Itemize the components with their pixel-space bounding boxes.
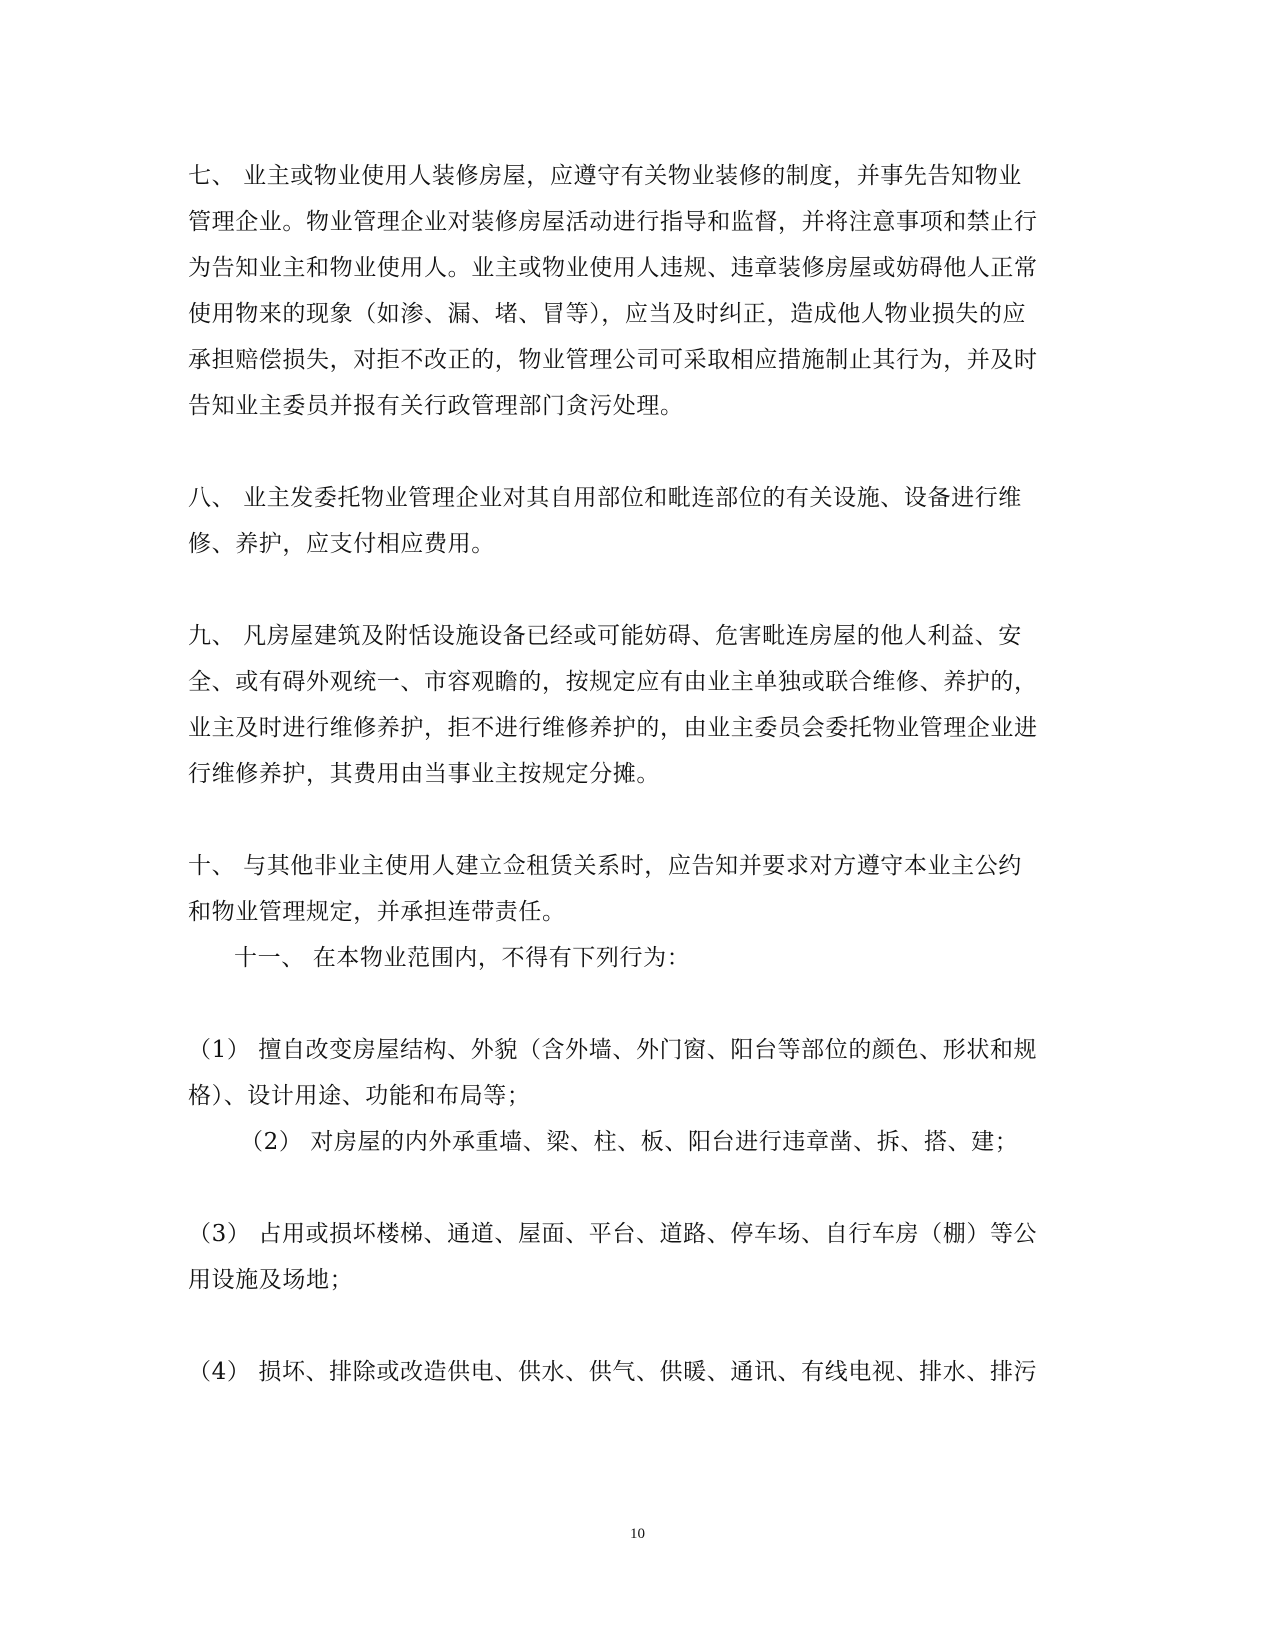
- text-line: （3） 占用或损坏楼梯、通道、屋面、平台、道路、停车场、自行车房（棚）等公: [188, 1221, 1038, 1247]
- text-line: 管理企业。物业管理企业对装修房屋活动进行指导和监督，并将注意事项和禁止行: [188, 209, 1038, 235]
- text-line: 九、 凡房屋建筑及附恬设施设备已经或可能妨碍、危害毗连房屋的他人利益、安: [188, 623, 1022, 649]
- text-line: 为告知业主和物业使用人。业主或物业使用人违规、违章装修房屋或妨碍他人正常: [188, 255, 1038, 281]
- text-line: 八、 业主发委托物业管理企业对其自用部位和毗连部位的有关设施、设备进行维: [188, 485, 1022, 511]
- text-line: 全、或有碍外观统一、市容观瞻的，按规定应有由业主单独或联合维修、养护的，: [188, 669, 1038, 695]
- text-line: 格）、设计用途、功能和布局等；: [188, 1083, 531, 1109]
- text-line: 七、 业主或物业使用人装修房屋，应遵守有关物业装修的制度，并事先告知物业: [188, 163, 1022, 189]
- text-line: （2） 对房屋的内外承重墙、梁、柱、板、阳台进行违章凿、拆、搭、建；: [240, 1129, 1019, 1155]
- text-line: 业主及时进行维修养护，拒不进行维修养护的，由业主委员会委托物业管理企业进: [188, 715, 1038, 741]
- text-line: （1） 擅自改变房屋结构、外貌（含外墙、外门窗、阳台等部位的颜色、形状和规: [188, 1037, 1038, 1063]
- text-line: 用设施及场地；: [188, 1267, 354, 1293]
- text-line: 十、 与其他非业主使用人建立佥租赁关系时，应告知并要求对方遵守本业主公约: [188, 853, 1022, 879]
- text-line: 和物业管理规定，并承担连带责任。: [188, 899, 566, 925]
- text-line: 行维修养护，其费用由当事业主按规定分摊。: [188, 761, 660, 787]
- text-line: 使用物来的现象（如渗、漏、堵、冒等），应当及时纠正，造成他人物业损失的应: [188, 301, 1027, 327]
- page-number: 10: [630, 1526, 645, 1542]
- text-line: 告知业主委员并报有关行政管理部门贪污处理。: [188, 393, 684, 419]
- text-line: 修、养护，应支付相应费用。: [188, 531, 495, 557]
- text-line: 承担赔偿损失，对拒不改正的，物业管理公司可采取相应措施制止其行为，并及时: [188, 347, 1038, 373]
- text-line: （4） 损坏、排除或改造供电、供水、供气、供暖、通讯、有线电视、排水、排污: [188, 1359, 1038, 1385]
- text-line: 十一、 在本物业范围内，不得有下列行为：: [234, 945, 691, 971]
